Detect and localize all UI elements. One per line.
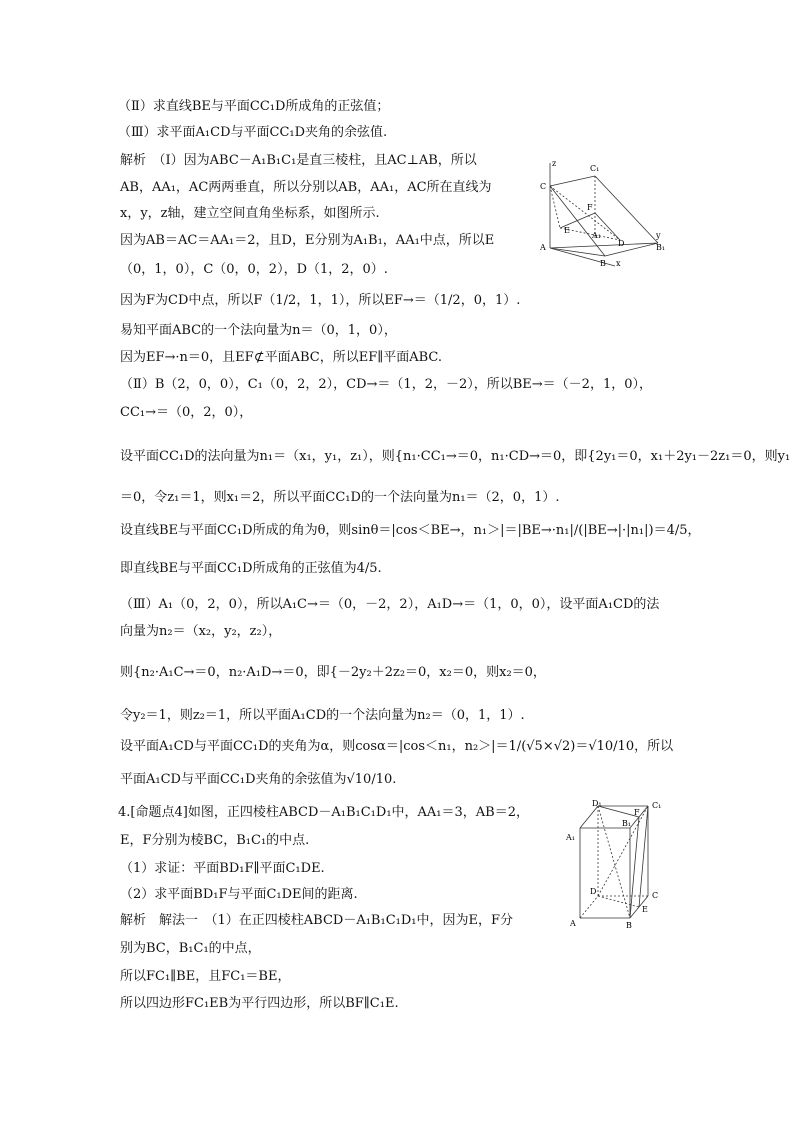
line-12: CC₁→＝（0，2，0）， bbox=[120, 405, 253, 420]
line-27: 解析 解法一 （1）在正四棱柱ABCD－A₁B₁C₁D₁中，因为E，F分 bbox=[120, 913, 513, 928]
fig2-label-f: F bbox=[634, 808, 640, 817]
fig2-label-c1: C₁ bbox=[652, 801, 662, 810]
square-prism-figure bbox=[562, 798, 672, 930]
fig1-label-x: x bbox=[616, 259, 621, 268]
line-22: 平面A₁CD与平面CC₁D夹角的余弦值为√10/10. bbox=[120, 772, 397, 787]
fig1-label-c1: C₁ bbox=[590, 164, 600, 173]
line-14: ＝0，令z₁＝1，则x₁＝2，所以平面CC₁D的一个法向量为n₁＝（2，0，1）. bbox=[120, 490, 560, 505]
line-2: （Ⅲ）求平面A₁CD与平面CC₁D夹角的余弦值. bbox=[118, 125, 388, 140]
line-16: 即直线BE与平面CC₁D所成角的正弦值为4/5. bbox=[120, 561, 382, 576]
prism-figure bbox=[530, 158, 670, 268]
fig1-label-c: C bbox=[540, 182, 547, 191]
line-1: （Ⅱ）求直线BE与平面CC₁D所成角的正弦值； bbox=[118, 99, 390, 114]
fig2-label-b: B bbox=[626, 921, 632, 930]
line-15: 设直线BE与平面CC₁D所成的角为θ，则sinθ＝|cos＜BE→，n₁＞|＝|BE→·n₁|/(|BE→|·|n₁|)＝4/5， bbox=[120, 523, 701, 538]
line-25: （1）求证：平面BD₁F∥平面C₁DE. bbox=[120, 861, 325, 876]
line-18: 向量为n₂＝（x₂，y₂，z₂）， bbox=[120, 624, 282, 639]
fig1-label-b: B bbox=[600, 259, 606, 268]
line-13: 设平面CC₁D的法向量为n₁＝（x₁，y₁，z₁），则{n₁·CC₁→＝0，n₁·CD→＝0，即{2y₁＝0，x₁＋2y₁－2z₁＝0，则y₁ bbox=[120, 449, 791, 464]
line-28: 别为BC，B₁C₁的中点， bbox=[120, 941, 261, 956]
line-9: 易知平面ABC的一个法向量为n＝（0，1，0）， bbox=[120, 323, 397, 338]
fig1-label-a: A bbox=[540, 243, 546, 252]
fig2-label-d1: D₁ bbox=[592, 799, 602, 808]
fig1-label-b1: B₁ bbox=[656, 243, 666, 252]
fig2-label-a1: A₁ bbox=[566, 833, 575, 842]
line-8: 因为F为CD中点，所以F（1/2，1，1），所以EF→＝（1/2，0，1）. bbox=[120, 293, 521, 308]
fig2-label-a: A bbox=[570, 919, 576, 928]
line-20: 令y₂＝1，则z₂＝1，所以平面A₁CD的一个法向量为n₂＝（0，1，1）. bbox=[120, 708, 525, 723]
fig1-label-z: z bbox=[552, 159, 557, 168]
fig2-label-b1: B₁ bbox=[622, 819, 632, 828]
line-21: 设平面A₁CD与平面CC₁D的夹角为α，则cosα＝|cos＜n₁，n₂＞|＝1/(√5×√2)＝√10/10，所以 bbox=[120, 739, 674, 754]
line-30: 所以四边形FC₁EB为平行四边形，所以BF∥C₁E. bbox=[120, 996, 399, 1011]
line-26: （2）求平面BD₁F与平面C₁DE间的距离. bbox=[120, 887, 358, 902]
line-24: E，F分别为棱BC，B₁C₁的中点. bbox=[120, 833, 310, 848]
line-19: 则{n₂·A₁C→＝0，n₂·A₁D→＝0，即{－2y₂＋2z₂＝0，x₂＝0，则x₂＝0， bbox=[120, 665, 546, 680]
line-5: x，y，z轴，建立空间直角坐标系，如图所示. bbox=[120, 206, 380, 221]
fig1-label-f: F bbox=[587, 203, 593, 212]
line-4: AB，AA₁，AC两两垂直，所以分别以AB，AA₁，AC所在直线为 bbox=[120, 180, 492, 195]
line-11: （Ⅱ）B（2，0，0），C₁（0，2，2），CD→＝（1，2，－2），所以BE→＝（－2，1，0）， bbox=[120, 377, 652, 392]
fig1-label-d: D bbox=[618, 239, 625, 248]
line-23: 4.[命题点4]如图，正四棱柱ABCD－A₁B₁C₁D₁中，AA₁＝3，AB＝2， bbox=[118, 805, 529, 820]
line-7: （0，1，0），C（0，0，2），D（1，2，0）. bbox=[120, 262, 388, 277]
fig2-label-e: E bbox=[642, 905, 648, 914]
fig1-label-a1: A₁ bbox=[592, 231, 601, 240]
line-17: （Ⅲ）A₁（0，2，0），所以A₁C→＝（0，－2，2），A₁D→＝（1，0，0），设平面A₁CD的法 bbox=[120, 597, 660, 612]
fig2-label-c: C bbox=[652, 891, 659, 900]
fig1-label-e: E bbox=[564, 226, 570, 235]
fig2-label-d: D bbox=[590, 887, 597, 896]
fig1-label-y: y bbox=[656, 231, 661, 240]
line-3: 解析 （Ⅰ）因为ABC－A₁B₁C₁是直三棱柱，且AC⊥AB，所以 bbox=[120, 153, 477, 168]
line-29: 所以FC₁∥BE，且FC₁＝BE， bbox=[120, 969, 291, 984]
line-10: 因为EF→·n＝0，且EF⊄平面ABC，所以EF∥平面ABC. bbox=[120, 350, 443, 365]
line-6: 因为AB＝AC＝AA₁＝2，且D，E分别为A₁B₁，AA₁中点，所以E bbox=[120, 233, 495, 248]
